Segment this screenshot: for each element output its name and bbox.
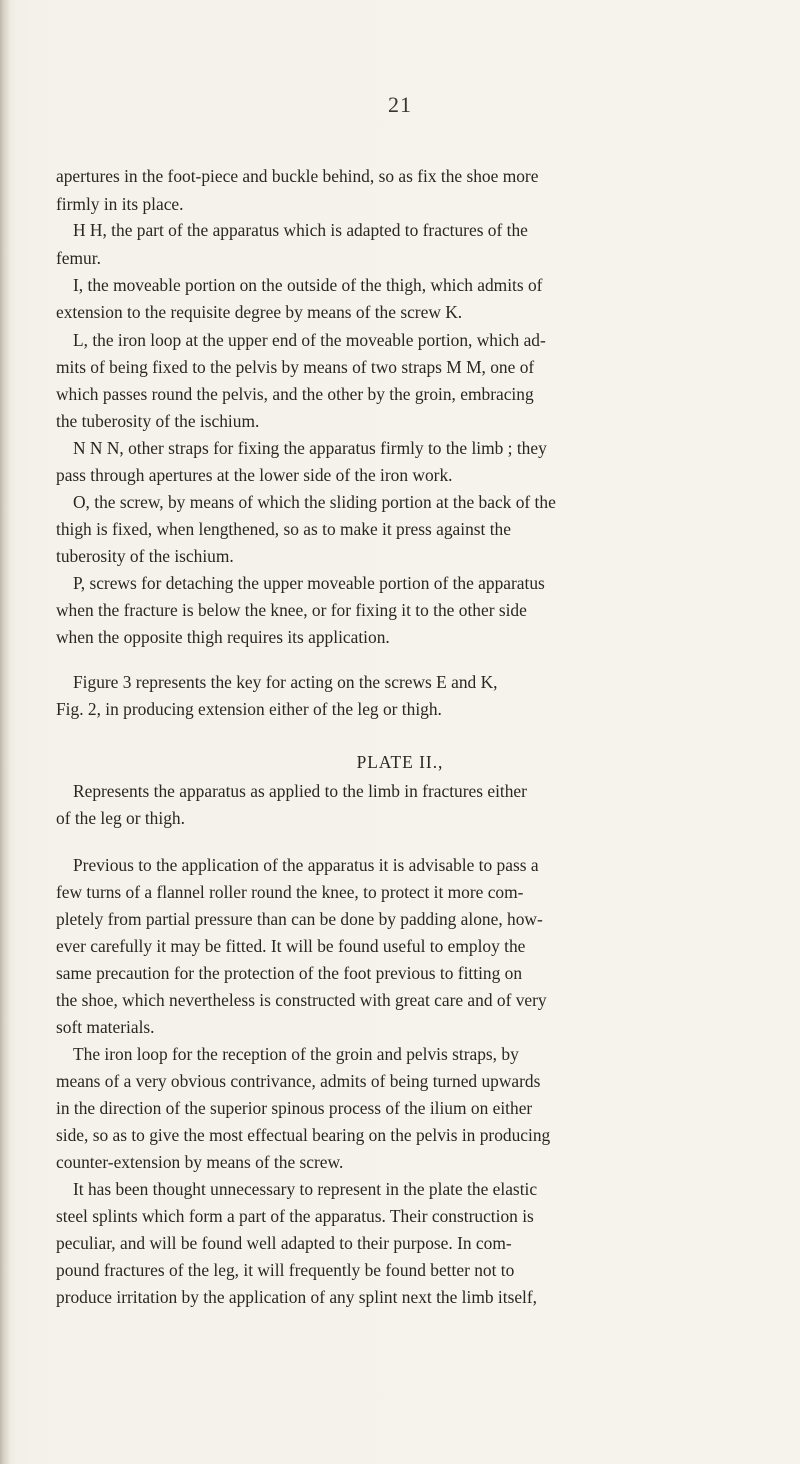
text-line: when the opposite thigh requires its application. [56, 627, 390, 647]
text-line: The iron loop for the reception of the groin and pelvis straps, by [73, 1044, 519, 1064]
text-line: pletely from partial pressure than can be done by padding alone, how- [56, 909, 543, 929]
text-line: pound fractures of the leg, it will frequently be found better not to [56, 1260, 515, 1280]
text-line: counter-extension by means of the screw. [56, 1152, 344, 1172]
text-line: femur. [56, 248, 101, 268]
text-line: in the direction of the superior spinous process of the ilium on either [56, 1098, 533, 1118]
plate-heading: PLATE II., [356, 752, 444, 772]
text-line: steel splints which form a part of the apparatus. Their construction is [56, 1206, 534, 1226]
text-line: It has been thought unnecessary to represent in the plate the elastic [73, 1179, 538, 1199]
text-line: firmly in its place. [56, 194, 184, 214]
page-number: 21 [388, 92, 412, 117]
text-line: same precaution for the protection of the foot previous to fitting on [56, 963, 523, 983]
text-line: thigh is fixed, when lengthened, so as to make it press against the [56, 519, 511, 539]
text-line: which passes round the pelvis, and the other by the groin, embracing [56, 384, 534, 404]
text-line: side, so as to give the most effectual bearing on the pelvis in producing [56, 1125, 551, 1145]
text-line: the tuberosity of the ischium. [56, 411, 260, 431]
text-line: the shoe, which nevertheless is constructed with great care and of very [56, 990, 547, 1010]
text-line: Previous to the application of the apparatus it is advisable to pass a [73, 855, 539, 875]
text-line: Fig. 2, in producing extension either of the leg or thigh. [56, 699, 442, 719]
text-line: apertures in the foot-piece and buckle behind, so as fix the shoe more [56, 166, 539, 186]
text-line: produce irritation by the application of any splint next the limb itself, [56, 1287, 538, 1307]
text-line: mits of being fixed to the pelvis by means of two straps M M, one of [56, 357, 535, 377]
text-line: ever carefully it may be fitted. It will be found useful to employ the [56, 936, 526, 956]
text-line: soft materials. [56, 1017, 155, 1037]
text-line: when the fracture is below the knee, or for fixing it to the other side [56, 600, 527, 620]
binding-gutter-shadow [0, 0, 10, 1464]
text-line: tuberosity of the ischium. [56, 546, 234, 566]
text-line: I, the moveable portion on the outside of the thigh, which admits of [73, 275, 543, 295]
text-line: P, screws for detaching the upper moveable portion of the apparatus [73, 573, 545, 593]
text-line: Figure 3 represents the key for acting on the screws E and K, [73, 672, 498, 692]
text-line: means of a very obvious contrivance, admits of being turned upwards [56, 1071, 541, 1091]
text-line: pass through apertures at the lower side of the iron work. [56, 465, 453, 485]
text-line: few turns of a flannel roller round the knee, to protect it more com- [56, 882, 524, 902]
text-line: of the leg or thigh. [56, 808, 185, 828]
text-line: H H, the part of the apparatus which is adapted to fractures of the [73, 220, 528, 240]
text-line: O, the screw, by means of which the sliding portion at the back of the [73, 492, 556, 512]
text-line: peculiar, and will be found well adapted to their purpose. In com- [56, 1233, 512, 1253]
text-line: Represents the apparatus as applied to the limb in fractures either [73, 781, 527, 801]
text-line: L, the iron loop at the upper end of the moveable portion, which ad- [73, 330, 546, 350]
text-line: N N N, other straps for fixing the apparatus firmly to the limb ; they [73, 438, 547, 458]
text-line: extension to the requisite degree by means of the screw K. [56, 302, 463, 322]
